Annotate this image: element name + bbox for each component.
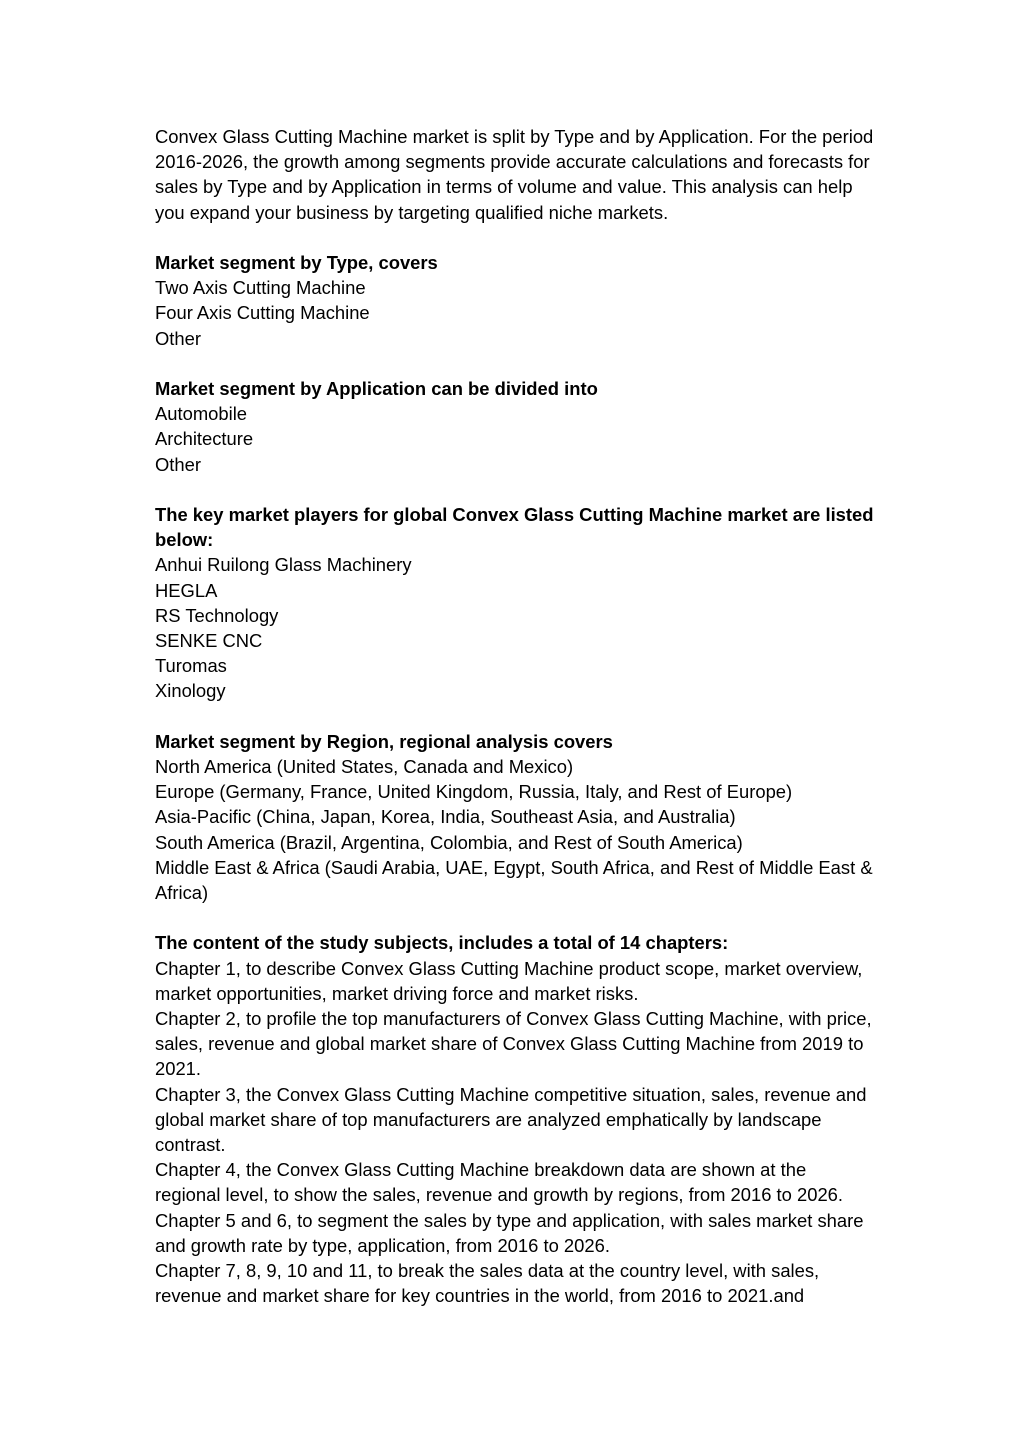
application-section bbox=[155, 376, 875, 477]
spacer bbox=[155, 351, 875, 376]
spacer bbox=[155, 477, 875, 502]
type-item: Four Axis Cutting Machine bbox=[155, 302, 370, 324]
spacer bbox=[155, 225, 875, 250]
type-section bbox=[155, 250, 875, 351]
application-item: Architecture bbox=[155, 428, 254, 450]
player-item: Anhui Ruilong Glass Machinery bbox=[155, 554, 412, 576]
chapter-item: Chapter 2, to profile the top manufacturers of Convex Glass Cutting Machine, with price, sales, revenue and global market share of Convex Glass Cutting Machine from 2019 to 2021. bbox=[155, 1008, 872, 1080]
player-item: SENKE CNC bbox=[155, 630, 263, 652]
region-section bbox=[155, 729, 875, 905]
application-section-heading: Market segment by Application can be divided into bbox=[155, 378, 598, 399]
player-item: Turomas bbox=[155, 655, 227, 677]
spacer bbox=[155, 704, 875, 729]
region-item: Europe (Germany, France, United Kingdom, Russia, Italy, and Rest of Europe) bbox=[155, 781, 793, 803]
document-page bbox=[155, 124, 875, 1308]
region-item: Middle East & Africa (Saudi Arabia, UAE, Egypt, South Africa, and Rest of Middle East & Africa) bbox=[155, 856, 873, 904]
chapter-item: Chapter 3, the Convex Glass Cutting Machine competitive situation, sales, revenue and global market share of top manufacturers are analyzed emphatically by landscape contrast. bbox=[155, 1083, 867, 1156]
region-item: North America (United States, Canada and Mexico) bbox=[155, 756, 574, 778]
region-item: South America (Brazil, Argentina, Colombia, and Rest of South America) bbox=[155, 831, 743, 853]
type-item: Other bbox=[155, 327, 201, 349]
type-section-heading: Market segment by Type, covers bbox=[155, 252, 438, 273]
players-section bbox=[155, 502, 875, 704]
chapters-section-heading: The content of the study subjects, includes a total of 14 chapters: bbox=[155, 932, 729, 954]
chapter-item: Chapter 5 and 6, to segment the sales by type and application, with sales market share and growth rate by type, application, from 2016 to 2026. bbox=[155, 1209, 864, 1256]
chapter-item: Chapter 1, to describe Convex Glass Cutting Machine product scope, market overview, market opportunities, market driving force and market risks. bbox=[155, 957, 863, 1004]
chapter-item: Chapter 7, 8, 9, 10 and 11, to break the sales data at the country level, with sales, revenue and market share for key countries in the world, from 2016 to 2021.and bbox=[155, 1260, 820, 1307]
players-section-heading: The key market players for global Convex Glass Cutting Machine market are listed below: bbox=[155, 504, 874, 551]
player-item: RS Technology bbox=[155, 604, 279, 626]
player-item: Xinology bbox=[155, 680, 226, 702]
chapter-item: Chapter 4, the Convex Glass Cutting Machine breakdown data are shown at the regional level, to show the sales, revenue and growth by regions, from 2016 to 2026. bbox=[155, 1159, 844, 1206]
region-section-heading: Market segment by Region, regional analysis covers bbox=[155, 730, 613, 752]
region-item: Asia-Pacific (China, Japan, Korea, India, Southeast Asia, and Australia) bbox=[155, 806, 736, 828]
player-item: HEGLA bbox=[155, 579, 218, 601]
intro-paragraph: Convex Glass Cutting Machine market is split by Type and by Application. For the period 2016-2026, the growth among segments provide accurate calculations and forecasts for sales by Type and by Application in terms of volume and value. This analysis can help you expand your business by targeting qualified niche markets. bbox=[155, 126, 874, 223]
chapters-section bbox=[155, 930, 875, 1308]
spacer bbox=[155, 905, 875, 930]
application-item: Automobile bbox=[155, 403, 248, 425]
type-item: Two Axis Cutting Machine bbox=[155, 277, 366, 299]
application-item: Other bbox=[155, 453, 201, 475]
